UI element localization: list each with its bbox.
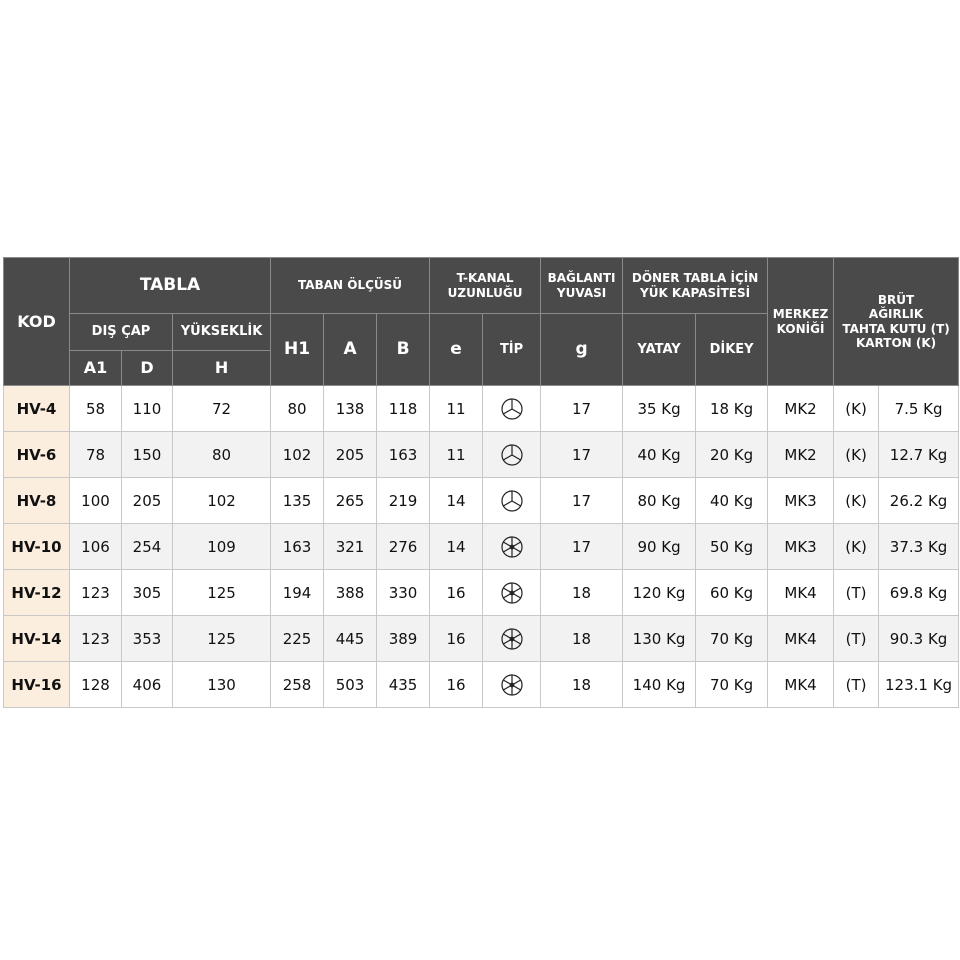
cell-a: 503 — [324, 662, 377, 708]
cell-yatay: 140 Kg — [623, 662, 696, 708]
cell-merkez: MK3 — [768, 478, 834, 524]
header-h: H — [173, 351, 271, 386]
cell-merkez: MK2 — [768, 432, 834, 478]
3-spoke-wheel-icon — [500, 397, 524, 421]
cell-kod: HV-8 — [4, 478, 70, 524]
cell-h1: 225 — [271, 616, 324, 662]
cell-a1: 78 — [70, 432, 122, 478]
cell-merkez: MK4 — [768, 570, 834, 616]
table-body — [4, 386, 959, 708]
cell-d: 150 — [122, 432, 173, 478]
cell-a: 138 — [324, 386, 377, 432]
cell-yatay: 80 Kg — [623, 478, 696, 524]
cell-weight: 90.3 Kg — [879, 616, 959, 662]
cell-dikey: 18 Kg — [696, 386, 768, 432]
cell-dikey: 60 Kg — [696, 570, 768, 616]
cell-h: 109 — [173, 524, 271, 570]
header-dikey: DİKEY — [696, 314, 768, 386]
table-row — [4, 524, 959, 570]
cell-a: 445 — [324, 616, 377, 662]
header-brut-line-1: BRÜT — [877, 292, 915, 307]
cell-kod: HV-16 — [4, 662, 70, 708]
cell-dikey: 40 Kg — [696, 478, 768, 524]
cell-d: 305 — [122, 570, 173, 616]
cell-weight: 12.7 Kg — [879, 432, 959, 478]
cell-a1: 123 — [70, 570, 122, 616]
6-spoke-wheel-icon — [500, 535, 524, 559]
cell-h: 125 — [173, 570, 271, 616]
header-kod: KOD — [4, 258, 70, 386]
header-e: e — [430, 314, 483, 386]
cell-weight: 123.1 Kg — [879, 662, 959, 708]
cell-yatay: 40 Kg — [623, 432, 696, 478]
cell-e: 16 — [430, 570, 483, 616]
cell-h1: 258 — [271, 662, 324, 708]
cell-dikey: 70 Kg — [696, 616, 768, 662]
cell-pack: (T) — [834, 570, 879, 616]
cell-g: 18 — [541, 616, 623, 662]
cell-a: 265 — [324, 478, 377, 524]
cell-g: 17 — [541, 386, 623, 432]
cell-weight: 26.2 Kg — [879, 478, 959, 524]
header-dis-cap: DIŞ ÇAP — [70, 314, 173, 351]
header-g: g — [541, 314, 623, 386]
cell-g: 17 — [541, 478, 623, 524]
header-brut-line-3: TAHTA KUTU (T) — [842, 321, 950, 336]
cell-kod: HV-10 — [4, 524, 70, 570]
cell-d: 110 — [122, 386, 173, 432]
6-spoke-wheel-icon — [500, 627, 524, 651]
header-a: A — [324, 314, 377, 386]
cell-h1: 194 — [271, 570, 324, 616]
cell-h1: 163 — [271, 524, 324, 570]
table-row — [4, 432, 959, 478]
cell-kod: HV-6 — [4, 432, 70, 478]
cell-kod: HV-4 — [4, 386, 70, 432]
cell-a: 205 — [324, 432, 377, 478]
cell-h: 80 — [173, 432, 271, 478]
cell-pack: (T) — [834, 616, 879, 662]
cell-kod: HV-14 — [4, 616, 70, 662]
cell-tip — [483, 432, 541, 478]
table-header — [4, 258, 959, 386]
cell-a1: 128 — [70, 662, 122, 708]
cell-tip — [483, 570, 541, 616]
cell-pack: (K) — [834, 524, 879, 570]
cell-b: 276 — [377, 524, 430, 570]
header-merkez: MERKEZ KONİĞİ — [768, 258, 834, 386]
cell-dikey: 70 Kg — [696, 662, 768, 708]
cell-h1: 135 — [271, 478, 324, 524]
spec-table-container — [3, 257, 958, 708]
cell-b: 118 — [377, 386, 430, 432]
cell-weight: 7.5 Kg — [879, 386, 959, 432]
cell-d: 353 — [122, 616, 173, 662]
6-spoke-wheel-icon — [500, 581, 524, 605]
cell-h: 72 — [173, 386, 271, 432]
header-t-kanal: T-KANAL UZUNLUĞU — [430, 258, 541, 314]
header-brut-line-2: AĞIRLIK — [868, 307, 924, 322]
cell-b: 435 — [377, 662, 430, 708]
header-b: B — [377, 314, 430, 386]
cell-merkez: MK4 — [768, 616, 834, 662]
cell-e: 14 — [430, 478, 483, 524]
6-spoke-wheel-icon — [500, 673, 524, 697]
cell-yatay: 130 Kg — [623, 616, 696, 662]
cell-g: 17 — [541, 432, 623, 478]
cell-weight: 37.3 Kg — [879, 524, 959, 570]
cell-g: 18 — [541, 662, 623, 708]
header-brut-agirlik — [834, 258, 959, 386]
cell-a: 321 — [324, 524, 377, 570]
cell-tip — [483, 616, 541, 662]
cell-tip — [483, 662, 541, 708]
cell-h1: 80 — [271, 386, 324, 432]
header-d: D — [122, 351, 173, 386]
cell-pack: (T) — [834, 662, 879, 708]
header-yukseklik: YÜKSEKLİK — [173, 314, 271, 351]
cell-a1: 106 — [70, 524, 122, 570]
cell-pack: (K) — [834, 386, 879, 432]
cell-h1: 102 — [271, 432, 324, 478]
header-a1: A1 — [70, 351, 122, 386]
header-taban-olcusu: TABAN ÖLÇÜSÜ — [271, 258, 430, 314]
cell-d: 406 — [122, 662, 173, 708]
cell-yatay: 35 Kg — [623, 386, 696, 432]
table-row — [4, 570, 959, 616]
header-tabla: TABLA — [70, 258, 271, 314]
cell-e: 16 — [430, 616, 483, 662]
cell-h: 125 — [173, 616, 271, 662]
cell-b: 330 — [377, 570, 430, 616]
header-brut-line-4: KARTON (K) — [855, 335, 937, 350]
cell-b: 389 — [377, 616, 430, 662]
cell-e: 11 — [430, 386, 483, 432]
header-tip: TİP — [483, 314, 541, 386]
cell-a1: 100 — [70, 478, 122, 524]
header-doner-tabla: DÖNER TABLA İÇİN YÜK KAPASİTESİ — [623, 258, 768, 314]
cell-tip — [483, 524, 541, 570]
header-yatay: YATAY — [623, 314, 696, 386]
cell-g: 18 — [541, 570, 623, 616]
cell-yatay: 90 Kg — [623, 524, 696, 570]
cell-h: 130 — [173, 662, 271, 708]
table-row — [4, 616, 959, 662]
header-h1: H1 — [271, 314, 324, 386]
cell-merkez: MK4 — [768, 662, 834, 708]
cell-d: 205 — [122, 478, 173, 524]
cell-weight: 69.8 Kg — [879, 570, 959, 616]
header-baglanti: BAĞLANTI YUVASI — [541, 258, 623, 314]
table-row — [4, 386, 959, 432]
cell-pack: (K) — [834, 432, 879, 478]
table-row — [4, 662, 959, 708]
cell-e: 11 — [430, 432, 483, 478]
cell-dikey: 50 Kg — [696, 524, 768, 570]
cell-e: 14 — [430, 524, 483, 570]
table-row — [4, 478, 959, 524]
cell-a1: 123 — [70, 616, 122, 662]
cell-yatay: 120 Kg — [623, 570, 696, 616]
cell-d: 254 — [122, 524, 173, 570]
cell-b: 163 — [377, 432, 430, 478]
cell-b: 219 — [377, 478, 430, 524]
cell-e: 16 — [430, 662, 483, 708]
cell-pack: (K) — [834, 478, 879, 524]
cell-g: 17 — [541, 524, 623, 570]
cell-merkez: MK2 — [768, 386, 834, 432]
cell-merkez: MK3 — [768, 524, 834, 570]
cell-a: 388 — [324, 570, 377, 616]
spec-table — [3, 257, 959, 708]
cell-tip — [483, 386, 541, 432]
cell-dikey: 20 Kg — [696, 432, 768, 478]
3-spoke-wheel-icon — [500, 443, 524, 467]
cell-h: 102 — [173, 478, 271, 524]
cell-a1: 58 — [70, 386, 122, 432]
cell-kod: HV-12 — [4, 570, 70, 616]
3-spoke-wheel-icon — [500, 489, 524, 513]
cell-tip — [483, 478, 541, 524]
